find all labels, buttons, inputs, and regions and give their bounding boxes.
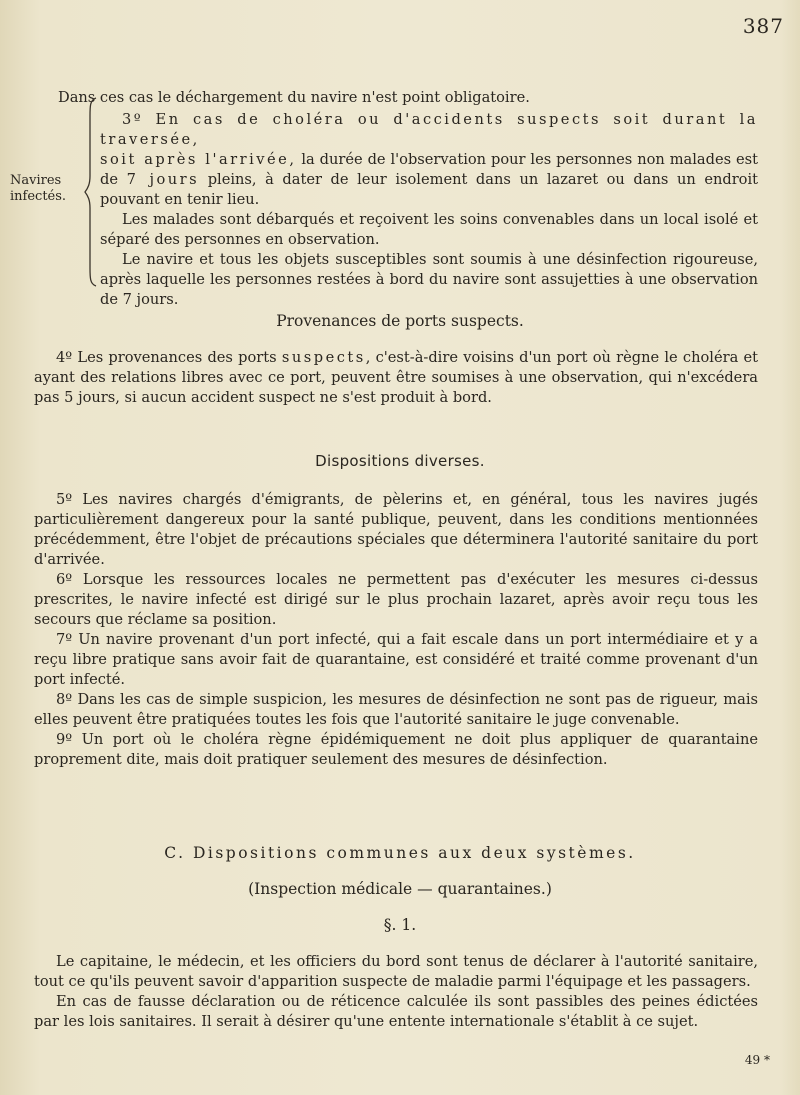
item-3-days: 7 jours bbox=[126, 171, 200, 188]
paragraph-5: 5º Les navires chargés d'émigrants, de pèlerins et, en général, tous les navires jugés particulièrement dangereux pour la santé publique, peuvent, dans les conditions mentionnées précédemment, être l'objet de précautions spéciales que déterminera l'autorité sanitaire du port d'arrivée. bbox=[34, 491, 758, 568]
suspects-spaced: suspects bbox=[281, 349, 366, 366]
subheading-section-c: (Inspection médicale — quarantaines.) bbox=[248, 880, 552, 898]
heading-dispositions-diverses: Dispositions diverses. bbox=[315, 452, 485, 470]
margin-note-line-2: infectés. bbox=[10, 189, 67, 204]
paragraph-6: 6º Lorsque les ressources locales ne permettent pas d'exécuter les mesures ci-dessus prescrites, le navire infecté est dirigé sur le plus prochain lazaret, après avoir reçu tous les secours que réclame sa position. bbox=[34, 571, 758, 628]
item-3-paragraph-3: Le navire et tous les objets susceptibles sont soumis à une désinfection rigoureuse, après laquelle les personnes restées à bord du navire sont assujetties à une observation de 7 jours. bbox=[100, 251, 758, 308]
item-3-paragraph-2: Les malades sont débarqués et reçoivent les soins convenables dans un local isolé et séparé des personnes en observation. bbox=[100, 211, 758, 248]
paragraph-9: 9º Un port où le choléra règne épidémiquement ne doit plus appliquer de quarantaine proprement dite, mais doit pratiquer seulement des mesures de désinfection. bbox=[34, 731, 758, 768]
item-3-rest: la durée de l'observation pour les personnes non malades est bbox=[296, 151, 759, 168]
heading-section-c: C. Dispositions communes aux deux systèmes. bbox=[164, 844, 636, 862]
page-number: 387 bbox=[742, 14, 784, 38]
dispositions-diverses-block bbox=[34, 490, 758, 770]
paragraph-8: 8º Dans les cas de simple suspicion, les mesures de désinfection ne sont pas de rigueur, mais elles peuvent être pratiquées toutes les fois que l'autorité sanitaire le juge convenable. bbox=[34, 691, 758, 728]
margin-note-line-1: Navires bbox=[10, 173, 62, 188]
section-c-block bbox=[34, 952, 758, 1032]
item-3-pre: de bbox=[100, 171, 127, 188]
item-3-spaced-phrase: soit après l'arrivée, bbox=[100, 151, 297, 168]
margin-note bbox=[10, 173, 66, 205]
item-3-tail: pleins, à dater de leur isolement dans un lazaret ou dans un endroit pouvant en tenir lieu. bbox=[100, 171, 758, 208]
item-3-body bbox=[100, 150, 758, 210]
suspects-pre: 4º Les provenances des ports bbox=[56, 349, 282, 366]
paragraph-7: 7º Un navire provenant d'un port infecté, qui a fait escale dans un port intermédiaire et y a reçu libre pratique sans avoir fait de quarantaine, est considéré et traité comme provenant d'un port infecté. bbox=[34, 631, 758, 688]
margin-brace bbox=[84, 96, 98, 288]
section-c-paragraph-1: Le capitaine, le médecin, et les officiers du bord sont tenus de déclarer à l'autorité sanitaire, tout ce qu'ils peuvent savoir d'apparition suspecte de maladie parmi l'équipage et les passagers. bbox=[34, 953, 758, 990]
suspects-paragraph bbox=[34, 348, 758, 408]
item-3-lead-line bbox=[100, 110, 758, 150]
signature-mark: 49 * bbox=[744, 1053, 770, 1067]
suspects-rest: , c'est-à-dire voisins d'un port où règne le choléra et ayant des relations libres avec ce port, peuvent être soumises à une observation, qui n'excédera pas 5 jours, si aucun accident suspect ne s'est produit à bord. bbox=[34, 349, 759, 406]
section-c-paragraph-2: En cas de fausse déclaration ou de réticence calculée ils sont passibles des peines édictées par les lois sanitaires. Il serait à désirer qu'une entente internationale s'établit à ce sujet. bbox=[34, 993, 758, 1030]
section-mark: §. 1. bbox=[383, 916, 417, 934]
heading-suspects: Provenances de ports suspects. bbox=[276, 312, 524, 330]
intro-line bbox=[58, 88, 758, 108]
item-3-block bbox=[100, 110, 758, 310]
intro-text: Dans ces cas le déchargement du navire n'est point obligatoire. bbox=[58, 89, 530, 106]
item-3-lead: 3º En cas de choléra ou d'accidents suspects soit durant la traversée, bbox=[100, 111, 758, 148]
